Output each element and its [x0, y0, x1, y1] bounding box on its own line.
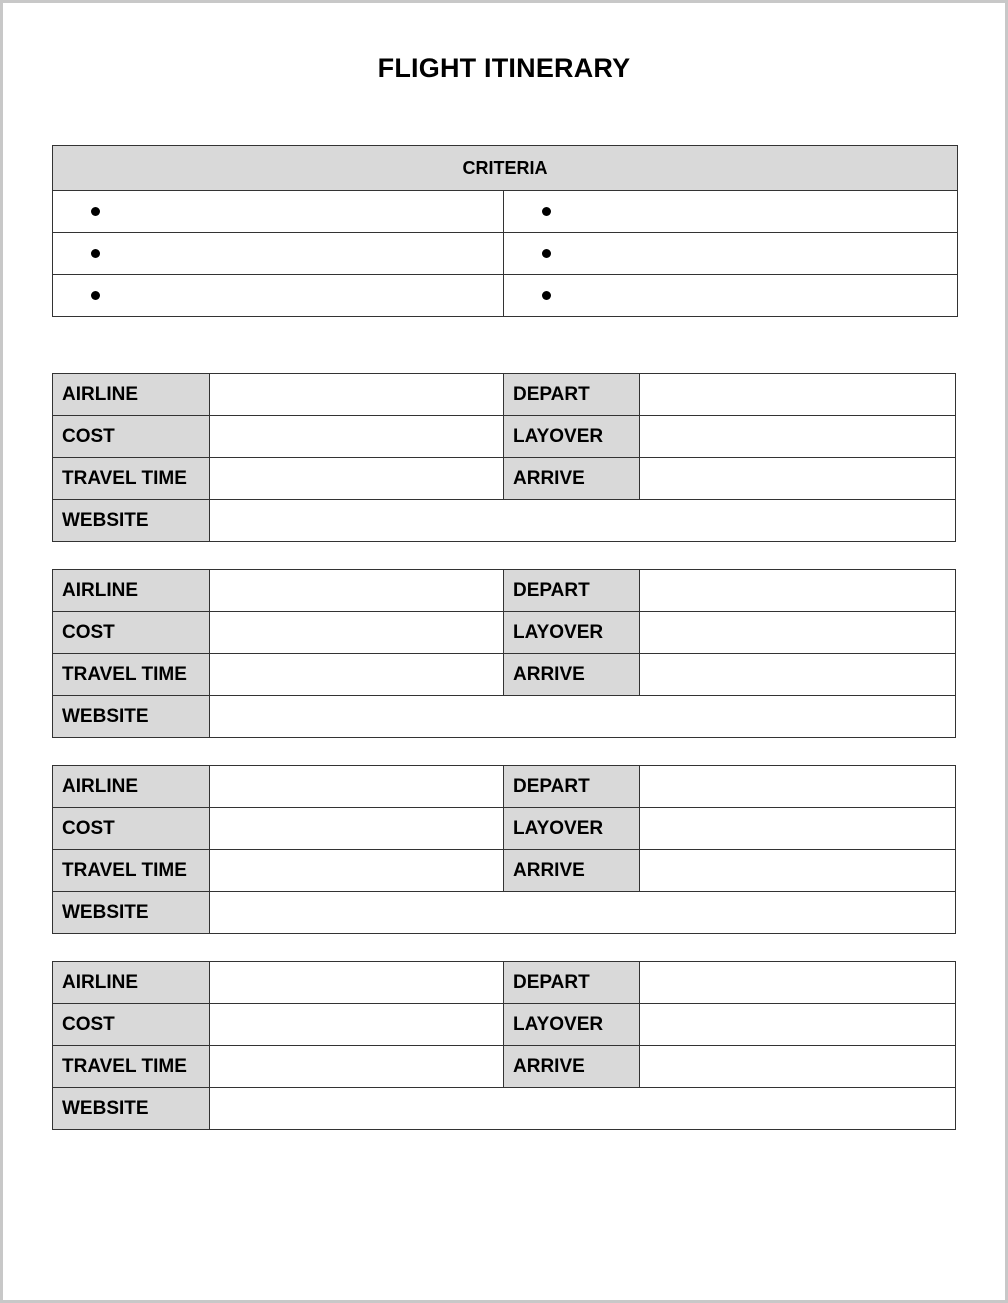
- layover-label: LAYOVER: [504, 612, 640, 654]
- depart-label: DEPART: [504, 962, 640, 1004]
- bullet-icon: [542, 249, 551, 258]
- website-value[interactable]: [210, 696, 956, 738]
- depart-label: DEPART: [504, 374, 640, 416]
- cost-label: COST: [53, 416, 210, 458]
- layover-label: LAYOVER: [504, 1004, 640, 1046]
- travel-time-value[interactable]: [210, 458, 504, 500]
- flight-option-table: [52, 373, 956, 542]
- travel-time-label: TRAVEL TIME: [53, 850, 210, 892]
- flight-option-table: [52, 961, 956, 1130]
- airline-value[interactable]: [210, 766, 504, 808]
- website-value[interactable]: [210, 500, 956, 542]
- airline-label: AIRLINE: [53, 570, 210, 612]
- layover-value[interactable]: [640, 1004, 956, 1046]
- layover-value[interactable]: [640, 416, 956, 458]
- arrive-value[interactable]: [640, 850, 956, 892]
- bullet-icon: [91, 249, 100, 258]
- criteria-cell[interactable]: [53, 233, 504, 275]
- depart-value[interactable]: [640, 570, 956, 612]
- flight-option-table: [52, 569, 956, 738]
- criteria-cell[interactable]: [504, 191, 958, 233]
- travel-time-value[interactable]: [210, 850, 504, 892]
- airline-value[interactable]: [210, 570, 504, 612]
- website-label: WEBSITE: [53, 500, 210, 542]
- criteria-cell[interactable]: [53, 191, 504, 233]
- bullet-icon: [542, 207, 551, 216]
- travel-time-value[interactable]: [210, 1046, 504, 1088]
- depart-value[interactable]: [640, 766, 956, 808]
- depart-label: DEPART: [504, 766, 640, 808]
- website-label: WEBSITE: [53, 696, 210, 738]
- airline-label: AIRLINE: [53, 766, 210, 808]
- page-title: FLIGHT ITINERARY: [377, 53, 631, 83]
- bullet-icon: [91, 207, 100, 216]
- criteria-cell[interactable]: [504, 233, 958, 275]
- arrive-value[interactable]: [640, 654, 956, 696]
- airline-label: AIRLINE: [53, 374, 210, 416]
- website-label: WEBSITE: [53, 1088, 210, 1130]
- travel-time-label: TRAVEL TIME: [53, 654, 210, 696]
- depart-value[interactable]: [640, 374, 956, 416]
- bullet-icon: [542, 291, 551, 300]
- cost-label: COST: [53, 612, 210, 654]
- airline-label: AIRLINE: [53, 962, 210, 1004]
- travel-time-value[interactable]: [210, 654, 504, 696]
- criteria-header: CRITERIA: [53, 146, 958, 191]
- arrive-value[interactable]: [640, 458, 956, 500]
- criteria-table: [52, 145, 958, 317]
- airline-value[interactable]: [210, 962, 504, 1004]
- airline-value[interactable]: [210, 374, 504, 416]
- flight-option-table: [52, 765, 956, 934]
- depart-value[interactable]: [640, 962, 956, 1004]
- cost-label: COST: [53, 1004, 210, 1046]
- criteria-cell[interactable]: [504, 275, 958, 317]
- website-value[interactable]: [210, 1088, 956, 1130]
- arrive-label: ARRIVE: [504, 850, 640, 892]
- bullet-icon: [91, 291, 100, 300]
- website-label: WEBSITE: [53, 892, 210, 934]
- arrive-label: ARRIVE: [504, 1046, 640, 1088]
- cost-label: COST: [53, 808, 210, 850]
- layover-label: LAYOVER: [504, 416, 640, 458]
- depart-label: DEPART: [504, 570, 640, 612]
- arrive-value[interactable]: [640, 1046, 956, 1088]
- layover-value[interactable]: [640, 612, 956, 654]
- website-value[interactable]: [210, 892, 956, 934]
- layover-value[interactable]: [640, 808, 956, 850]
- layover-label: LAYOVER: [504, 808, 640, 850]
- cost-value[interactable]: [210, 612, 504, 654]
- arrive-label: ARRIVE: [504, 458, 640, 500]
- travel-time-label: TRAVEL TIME: [53, 1046, 210, 1088]
- cost-value[interactable]: [210, 416, 504, 458]
- criteria-cell[interactable]: [53, 275, 504, 317]
- arrive-label: ARRIVE: [504, 654, 640, 696]
- cost-value[interactable]: [210, 808, 504, 850]
- travel-time-label: TRAVEL TIME: [53, 458, 210, 500]
- cost-value[interactable]: [210, 1004, 504, 1046]
